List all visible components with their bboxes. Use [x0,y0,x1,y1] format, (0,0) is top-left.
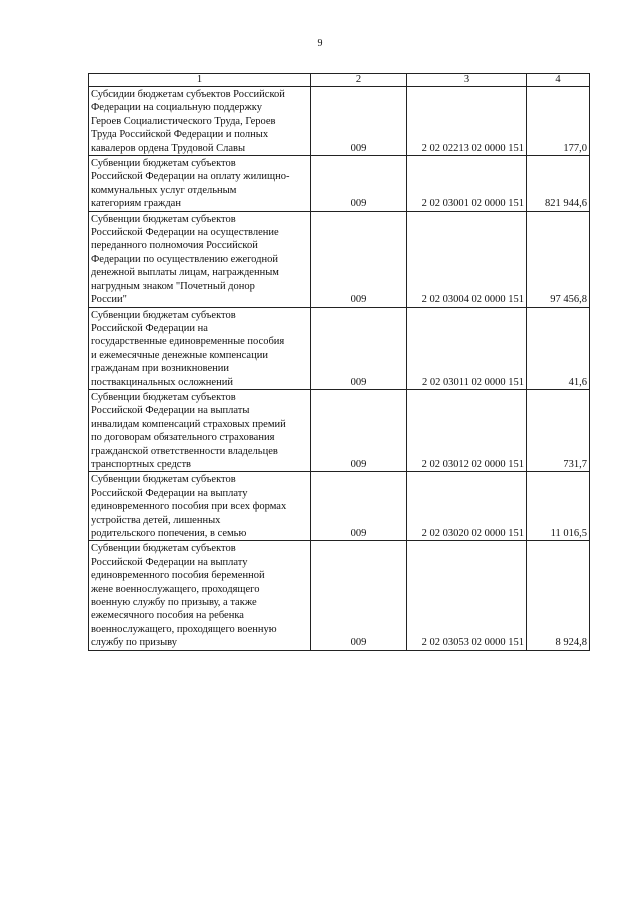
table-row [89,541,590,650]
row-budget-code: 2 02 03053 02 0000 151 [407,541,527,650]
table-row [89,307,590,389]
description-text: Субвенции бюджетам субъектов Российской Федерации на оплату жилищно- коммунальных услуг отдельным категориям граждан [91,158,290,210]
table-row [89,472,590,541]
row-description [89,307,311,389]
row-budget-code: 2 02 03011 02 0000 151 [407,307,527,389]
row-amount: 177,0 [527,87,590,156]
row-amount: 8 924,8 [527,541,590,650]
row-admin-code: 009 [311,389,407,471]
row-admin-code: 009 [311,541,407,650]
row-budget-code: 2 02 03012 02 0000 151 [407,389,527,471]
description-text: Субвенции бюджетам субъектов Российской Федерации на выплату единовременного пособия при всех формах устройства детей, лишенных родительского попечения, в семью [91,474,287,539]
table-body [89,74,590,651]
row-budget-code: 2 02 03020 02 0000 151 [407,472,527,541]
row-description [89,211,311,307]
description-text: Субвенции бюджетам субъектов Российской Федерации на государственные единовременные пособия и ежемесячные денежные компенсации гражданам при возникновении поствакцинальных осложнений [91,309,285,388]
row-amount: 11 016,5 [527,472,590,541]
table-row [89,389,590,471]
table-row [89,211,590,307]
row-description [89,472,311,541]
description-text: Субвенции бюджетам субъектов Российской Федерации на осуществление переданного полномочия Российской Федерации по осуществлению ежегодной денежной выплаты лицам, награжденным нагрудным знаком "Почетный донор России" [91,213,279,306]
table-row [89,156,590,212]
row-budget-code: 2 02 02213 02 0000 151 [407,87,527,156]
row-budget-code: 2 02 03004 02 0000 151 [407,211,527,307]
row-amount: 97 456,8 [527,211,590,307]
budget-table [88,73,590,651]
row-admin-code: 009 [311,87,407,156]
description-text: Субвенции бюджетам субъектов Российской Федерации на выплату единовременного пособия беременной жене военнослужащего, проходящего военную службу по призыву, а также ежемесячного пособия на ребенка военнослужащего, проходящего военную службу по призыву [91,543,277,649]
table-row [89,87,590,156]
row-description [89,389,311,471]
row-admin-code: 009 [311,156,407,212]
description-text: Субвенции бюджетам субъектов Российской Федерации на выплаты инвалидам компенсаций страховых премий по договорам обязательного страхования гражданской ответственности владельцев транспортных средств [91,391,286,470]
column-header-3: 3 [407,74,527,87]
row-budget-code: 2 02 03001 02 0000 151 [407,156,527,212]
row-admin-code: 009 [311,307,407,389]
page-number: 9 [317,38,323,49]
row-admin-code: 009 [311,211,407,307]
column-header-2: 2 [311,74,407,87]
column-header-1: 1 [89,74,311,87]
row-amount: 821 944,6 [527,156,590,212]
row-description [89,87,311,156]
row-amount: 41,6 [527,307,590,389]
description-text: Субсидии бюджетам субъектов Российской Федерации на социальную поддержку Героев Социалистического Труда, Героев Труда Российской Федерации и полных кавалеров ордена Трудовой Славы [91,89,285,154]
row-description [89,541,311,650]
row-admin-code: 009 [311,472,407,541]
row-description [89,156,311,212]
table-header-row [89,74,590,87]
row-amount: 731,7 [527,389,590,471]
column-header-4: 4 [527,74,590,87]
